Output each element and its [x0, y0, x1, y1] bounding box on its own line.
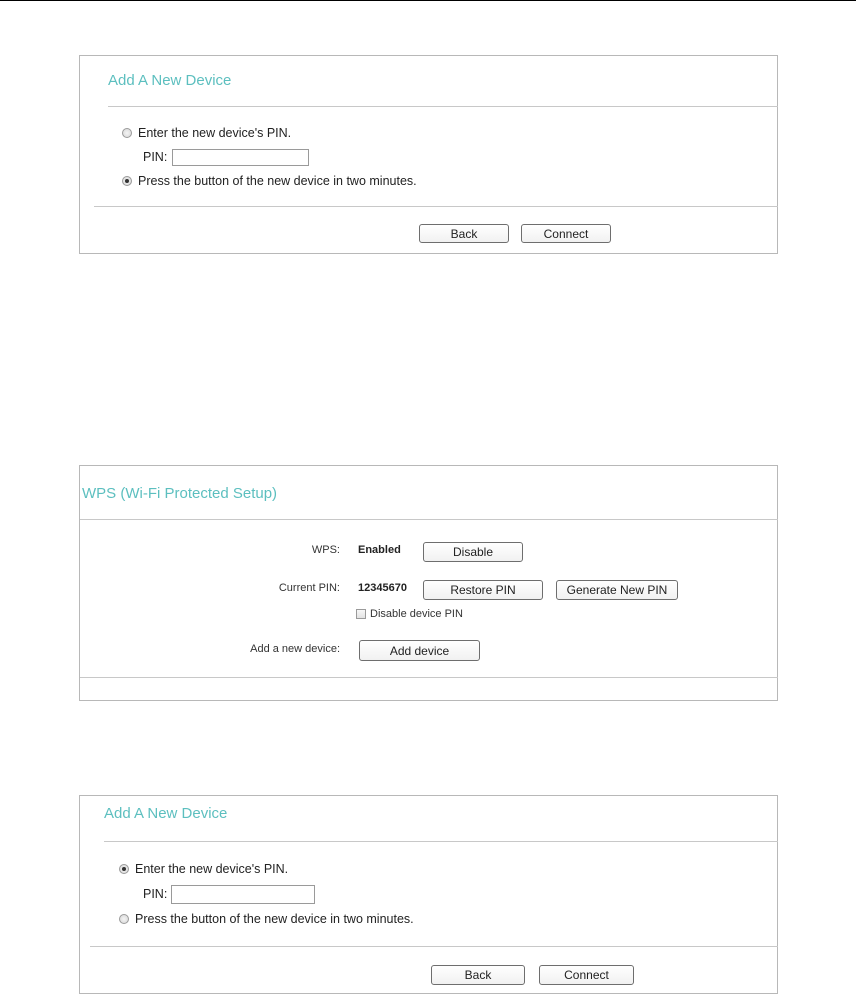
pin-field-label: PIN: [143, 887, 168, 901]
back-button[interactable]: Back [431, 965, 525, 985]
footer-divider [80, 677, 778, 678]
option-enter-pin-label: Enter the new device's PIN. [135, 862, 289, 876]
connect-button[interactable]: Connect [539, 965, 634, 985]
radio-enter-pin[interactable] [122, 128, 132, 138]
pin-input[interactable] [171, 885, 315, 904]
current-pin-value: 12345670 [358, 582, 407, 594]
option-press-button-label: Press the button of the new device in two minutes. [138, 174, 417, 188]
wps-label: WPS: [311, 544, 340, 556]
option-press-button-label: Press the button of the new device in two minutes. [135, 912, 414, 926]
page-top-divider [0, 0, 856, 1]
footer-divider [94, 206, 778, 207]
option-enter-pin[interactable] [119, 862, 288, 876]
option-press-button[interactable] [119, 912, 414, 926]
disable-device-pin-checkbox[interactable] [356, 609, 366, 619]
option-enter-pin[interactable] [122, 126, 291, 140]
current-pin-label: Current PIN: [278, 582, 340, 594]
option-enter-pin-label: Enter the new device's PIN. [138, 126, 292, 140]
radio-press-button[interactable] [122, 176, 132, 186]
add-new-device-label: Add a new device: [250, 643, 340, 655]
disable-device-pin-label: Disable device PIN [370, 608, 463, 620]
title-divider [104, 841, 778, 842]
add-device-button[interactable]: Add device [359, 640, 480, 661]
panel-title: Add A New Device [104, 805, 228, 822]
disable-wps-button[interactable]: Disable [423, 542, 523, 562]
connect-button[interactable]: Connect [521, 224, 611, 243]
wps-panel [79, 465, 778, 701]
option-press-button[interactable] [122, 174, 417, 188]
back-button[interactable]: Back [419, 224, 509, 243]
radio-press-button[interactable] [119, 914, 129, 924]
wps-status: Enabled [358, 544, 401, 556]
add-device-panel-bottom [79, 795, 778, 994]
pin-field-label: PIN: [143, 150, 168, 164]
generate-new-pin-button[interactable]: Generate New PIN [556, 580, 678, 600]
panel-title: WPS (Wi-Fi Protected Setup) [82, 485, 278, 502]
radio-enter-pin[interactable] [119, 864, 129, 874]
restore-pin-button[interactable]: Restore PIN [423, 580, 543, 600]
title-divider [80, 519, 778, 520]
title-divider [108, 106, 778, 107]
footer-divider [90, 946, 778, 947]
panel-title: Add A New Device [108, 72, 232, 89]
disable-device-pin-option[interactable] [356, 608, 463, 620]
add-device-panel-top [79, 55, 778, 254]
pin-input[interactable] [172, 149, 309, 166]
